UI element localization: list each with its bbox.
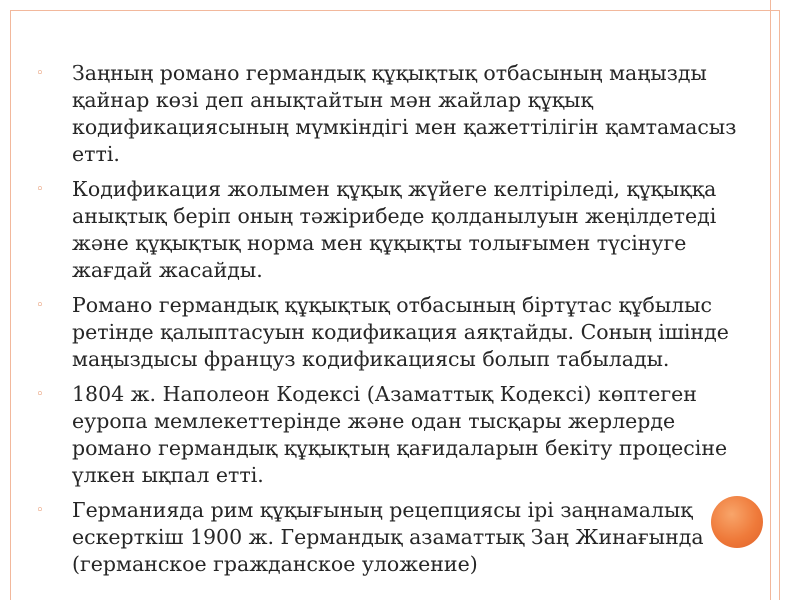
bullet-item [36,381,756,489]
bullet-item [36,60,756,168]
bullet-item [36,176,756,284]
bullet-icon: ◦ [36,503,44,518]
bullet-text: Кодификация жолымен құқық жүйеге келтіріледі, құқыққа анықтық беріп оның тәжірибеде қолданылуын жеңілдетеді және құқықтық норма мен құқықты толығымен түсінуге жағдай жасайды. [72,177,717,282]
bullet-text: 1804 ж. Наполеон Кодексі (Азаматтық Кодексі) көптеген еуропа мемлекеттерінде және одан тысқары жерлерде романо германдық құқықтың қағидаларын бекіту процесіне үлкен ықпал етті. [72,382,728,487]
slide-right-border [770,0,771,600]
bullet-item [36,292,756,373]
bullet-icon: ◦ [36,298,44,313]
bullet-item [36,497,756,578]
bullet-text: Заңның романо германдық құқықтық отбасының маңызды қайнар көзі деп анықтайтын мән жайлар құқық кодификациясының мүмкіндігі мен қажеттілігін қамтамасыз етті. [72,61,737,166]
bullet-list [36,60,756,578]
bullet-text: Романо германдық құқықтық отбасының біртұтас құбылыс ретінде қалыптасуын кодификация аяқтайды. Соның ішінде маңыздысы француз кодификациясы болып табылады. [72,293,729,371]
bullet-icon: ◦ [36,387,44,402]
bullet-text: Германияда рим құқығының рецепциясы ірі заңнамалық ескерткіш 1900 ж. Германдық азаматтық Заң Жинағында (германское гражданское уложение) [72,498,704,576]
slide-content [36,60,756,586]
bullet-icon: ◦ [36,66,44,81]
bullet-icon: ◦ [36,182,44,197]
